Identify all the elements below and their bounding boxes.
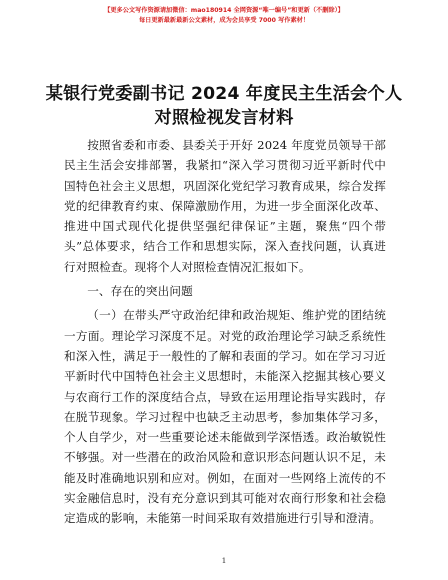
- banner-line-2: 每日更新最新最新公文素材，成为会员享受 7000 写作素材！: [138, 17, 310, 24]
- banner-line-1: 【更多公文写作资源请加微信：mao180914 全网资源“唯一编号”和更新（不删除）】: [104, 7, 344, 14]
- body-paragraph: （一）在带头严守政治纪律和政治规矩、维护党的团结统一方面。理论学习深度不足。对党的政治理论学习缺乏系统性和深入性，满足于一般性的了解和表面的学习。如在学习习近平新时代中国特色社会主义思想时，未能深入挖掘其核心要义与农商行工作的深度结合点，导致在运用理论指导实践时，存在脱节现象。学习过程中也缺乏主动思考，参加集体学习多，个人自学少，对一些重要论述未能做到学深悟透。政治敏锐性不够强。对一些潜在的政治风险和意识形态问题认识不足，未能及时准确地识别和应对。例如，在面对一些网络上流传的不实金融信息时，没有充分意识到其可能对农商行形象和社会稳定造成的影响，未能第一时间采取有效措施进行引导和澄清。: [64, 308, 386, 526]
- promo-banner: [0, 6, 448, 26]
- document-title: 某银行党委副书记 2024 年度民主生活会个人对照检视发言材料: [45, 84, 403, 128]
- page-number: 1: [221, 556, 227, 565]
- intro-paragraph: 按照省委和市委、县委关于开好 2024 年度党员领导干部民主生活会安排部署，我紧扣“深入学习贯彻习近平新时代中国特色社会主义思想，巩固深化党纪学习教育成果，综合发挥党的纪律教育约束、保障激励作用，为进一步全面深化改革、推进中国式现代化提供坚强纪律保证”主题，聚焦“四个带头”总体要求，结合工作和思想实际，深入查找问题，认真进行对照检查。现将个人对照检查情况汇报如下。: [64, 138, 386, 274]
- section-heading: 一、存在的突出问题: [87, 284, 193, 299]
- document-body: [64, 135, 386, 529]
